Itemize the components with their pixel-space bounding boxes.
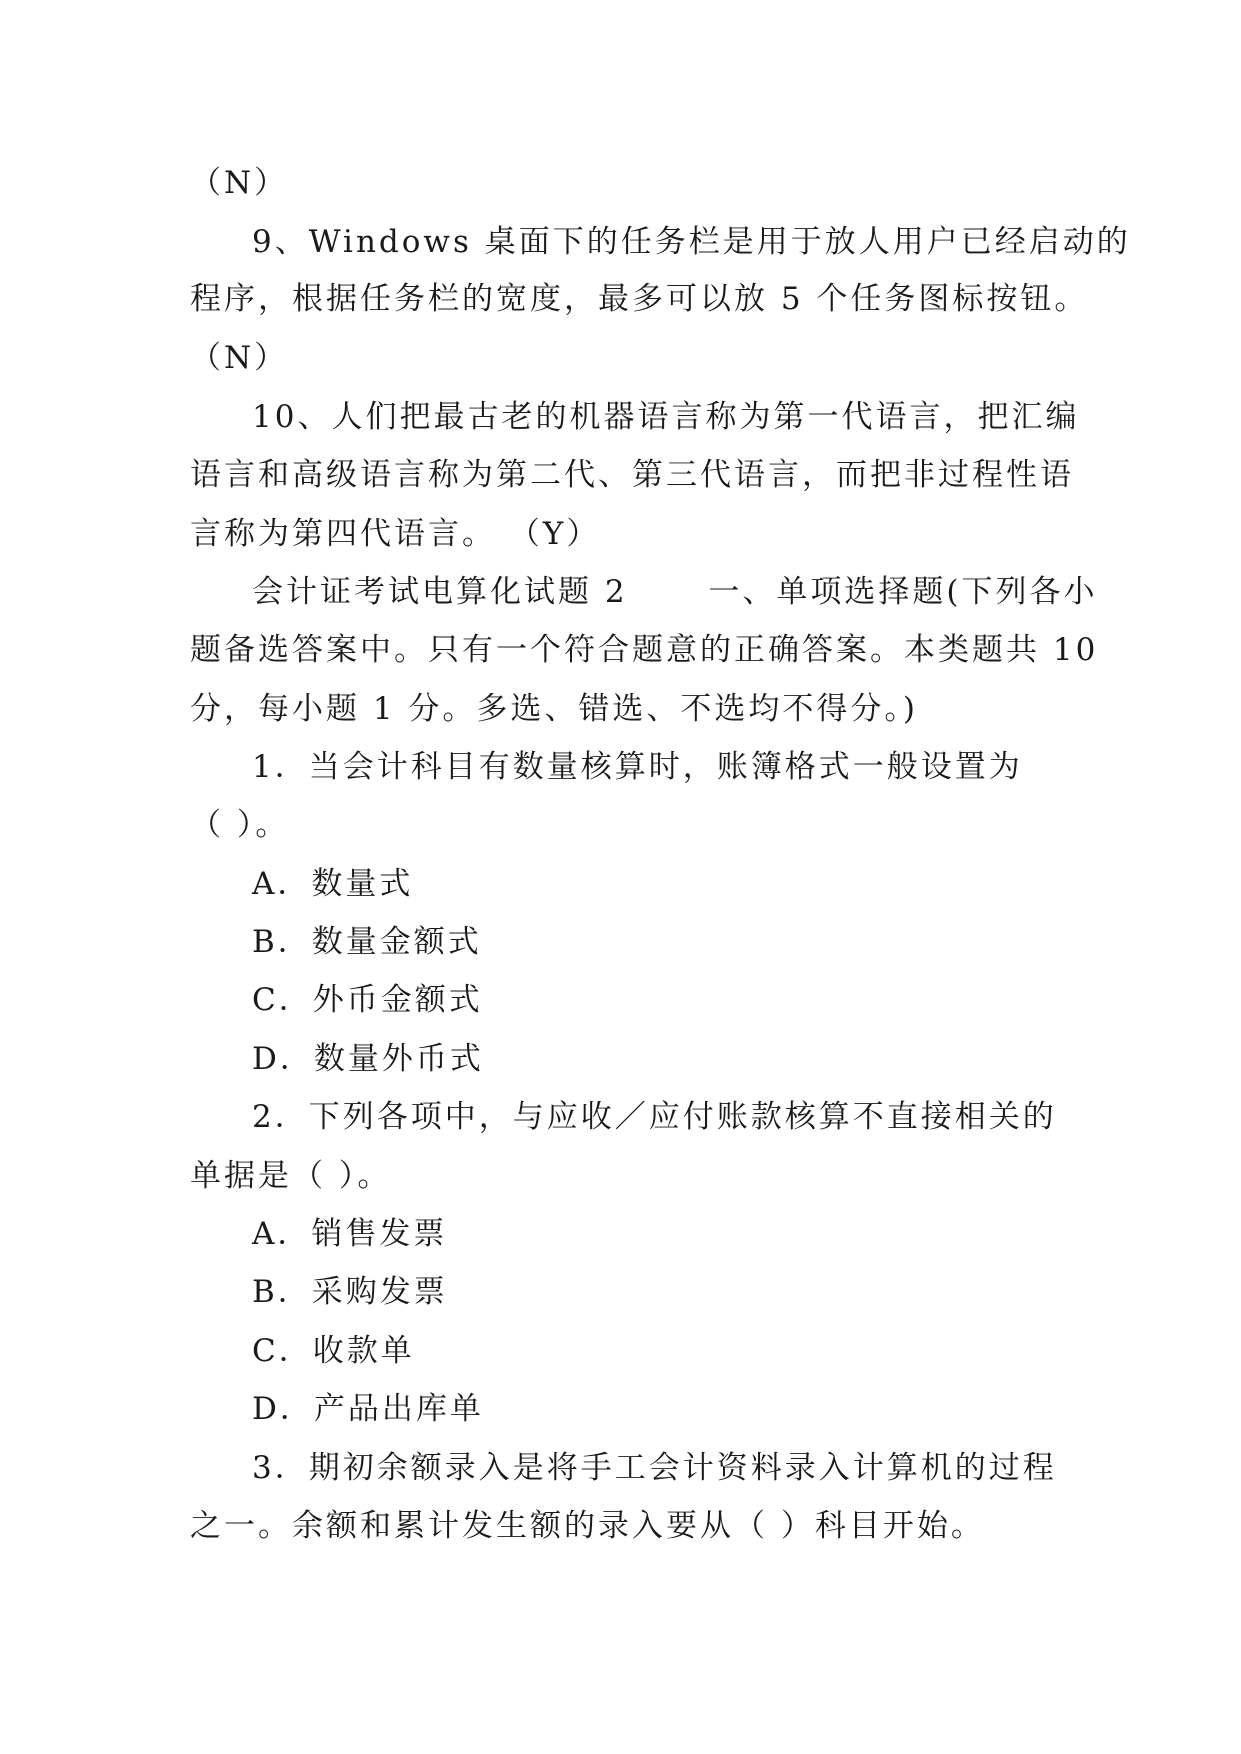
text-line: 言称为第四代语言。 （Y） (190, 516, 601, 552)
text-line: C．外币金额式 (252, 982, 483, 1018)
text-line: 程序，根据任务栏的宽度，最多可以放 5 个任务图标按钮。 (190, 281, 1089, 317)
text-line: 2．下列各项中，与应收／应付账款核算不直接相关的 (252, 1099, 1057, 1135)
text-line: 会计证考试电算化试题 2 一、单项选择题(下列各小 (252, 574, 1098, 610)
text-line: 之一。余额和累计发生额的录入要从（ ）科目开始。 (190, 1508, 985, 1544)
text-line: B．数量金额式 (252, 924, 482, 960)
text-line: D．数量外币式 (252, 1041, 484, 1077)
text-line: 题备选答案中。只有一个符合题意的正确答案。本类题共 10 (190, 632, 1099, 668)
text-line: A．销售发票 (252, 1216, 448, 1252)
text-line: 9、Windows 桌面下的任务栏是用于放人用户已经启动的 (252, 224, 1131, 260)
text-line: （ ）。 (190, 807, 290, 843)
text-line: 单据是（ ）。 (190, 1158, 392, 1194)
text-line: 分，每小题 1 分。多选、错选、不选均不得分。) (190, 691, 919, 727)
text-line: （N） (190, 340, 289, 376)
text-line: 语言和高级语言称为第二代、第三代语言，而把非过程性语 (190, 457, 1074, 493)
text-line: 1．当会计科目有数量核算时，账簿格式一般设置为 (252, 749, 1023, 785)
text-line: 3．期初余额录入是将手工会计资料录入计算机的过程 (252, 1450, 1057, 1486)
text-line: C．收款单 (252, 1333, 415, 1369)
text-line: A．数量式 (252, 866, 414, 902)
text-line: （N） (190, 165, 289, 201)
text-line: 10、人们把最古老的机器语言称为第一代语言，把汇编 (252, 399, 1080, 435)
text-line: B．采购发票 (252, 1274, 448, 1310)
text-line: D．产品出库单 (252, 1391, 484, 1427)
